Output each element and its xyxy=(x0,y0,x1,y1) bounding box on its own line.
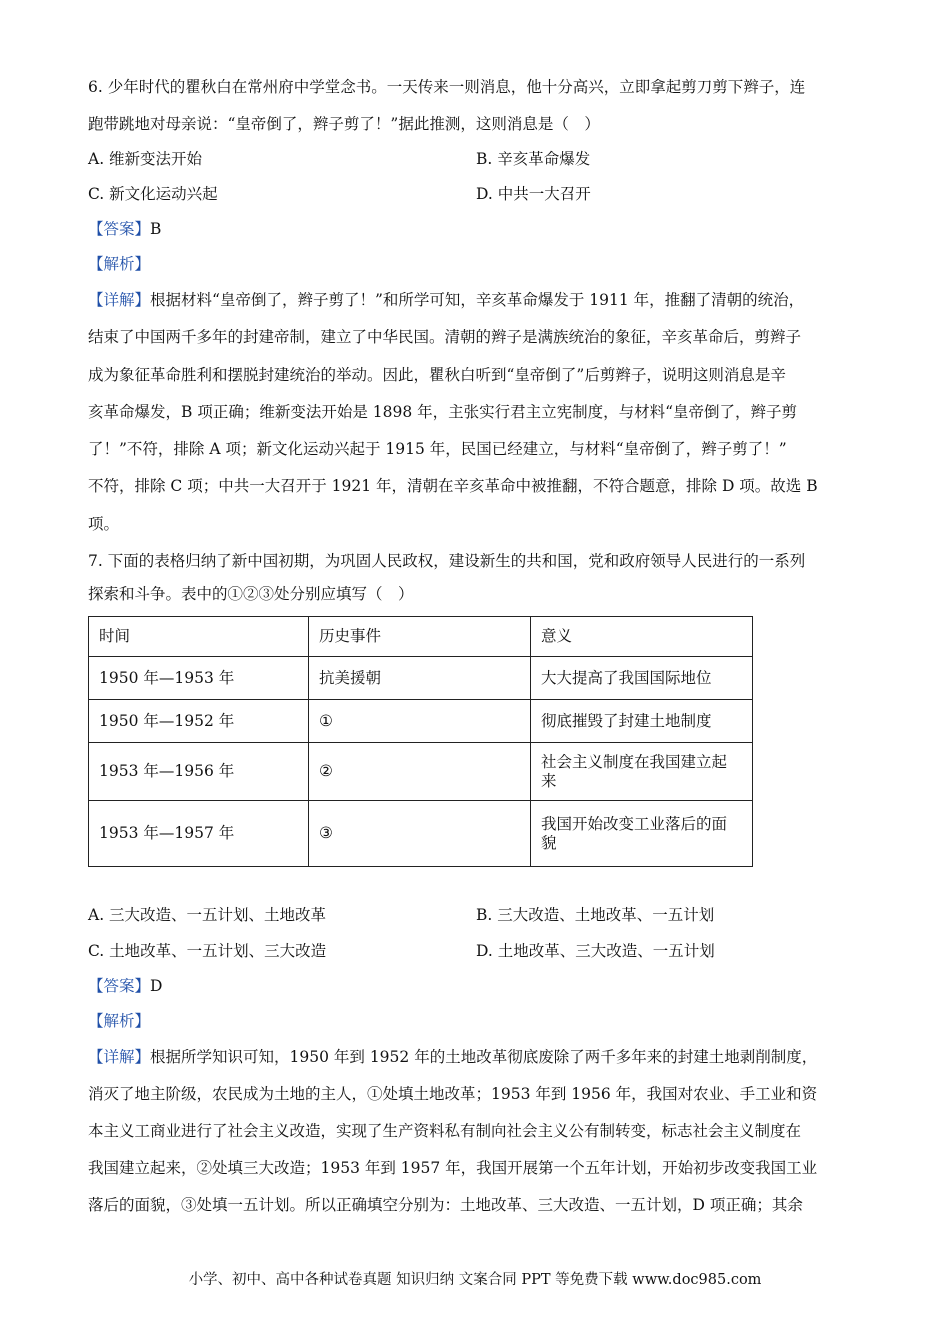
cell-time: 1950 年—1953 年 xyxy=(89,657,309,700)
q6-analysis-label: 【解析】 xyxy=(88,255,151,273)
q6-stem-line-1: 6. 少年时代的瞿秋白在常州府中学堂念书。一天传来一则消息，他十分高兴，立即拿起剪刀剪下辫子，连 xyxy=(88,78,806,96)
q7-option-b: B. 三大改造、土地改革、一五计划 xyxy=(476,906,715,924)
q6-detail-line-1 xyxy=(88,290,804,310)
q7-answer xyxy=(88,976,162,996)
q6-detail-line-4: 亥革命爆发，B 项正确；维新变法开始是 1898 年，主张实行君主立宪制度，与材料“皇帝倒了，辫子剪 xyxy=(88,403,798,421)
q6-option-d: D. 中共一大召开 xyxy=(476,185,591,203)
q6-option-c: C. 新文化运动兴起 xyxy=(88,185,218,203)
q7-detail-line-2: 消灭了地主阶级，农民成为土地的主人，①处填土地改革；1953 年到 1956 年，我国对农业、手工业和资 xyxy=(88,1085,818,1103)
q7-detail-line-1 xyxy=(88,1047,817,1067)
q6-detail-line-3: 成为象征革命胜利和摆脱封建统治的举动。因此，瞿秋白听到“皇帝倒了”后剪辫子，说明这则消息是辛 xyxy=(88,366,786,384)
cell-significance: 我国开始改变工业落后的面貌 xyxy=(531,801,753,867)
detail-label: 【详解】 xyxy=(88,1048,151,1066)
cell-time: 1953 年—1956 年 xyxy=(89,743,309,801)
answer-value: D xyxy=(150,977,163,995)
q6-answer xyxy=(88,219,161,239)
q7-stem-line-2: 探索和斗争。表中的①②③处分别应填写（ ） xyxy=(88,585,414,603)
answer-label: 【答案】 xyxy=(88,220,151,238)
page-footer: 小学、初中、高中各种试卷真题 知识归纳 文案合同 PPT 等免费下载 www.doc985.com xyxy=(188,1272,762,1288)
cell-significance: 社会主义制度在我国建立起来 xyxy=(531,743,753,801)
answer-label: 【答案】 xyxy=(88,977,151,995)
cell-time: 1950 年—1952 年 xyxy=(89,700,309,743)
q7-detail-line-5: 落后的面貌，③处填一五计划。所以正确填空分别为：土地改革、三大改造、一五计划，D 项正确；其余 xyxy=(88,1196,803,1214)
cell-event: 抗美援朝 xyxy=(309,657,531,700)
q7-option-a: A. 三大改造、一五计划、土地改革 xyxy=(88,906,327,924)
detail-label: 【详解】 xyxy=(88,291,151,309)
table-row xyxy=(89,657,753,700)
q6-option-a: A. 维新变法开始 xyxy=(88,150,203,168)
cell-event: ② xyxy=(309,743,531,801)
q6-option-b: B. 辛亥革命爆发 xyxy=(476,150,591,168)
answer-value: B xyxy=(150,220,162,238)
cell-time: 1953 年—1957 年 xyxy=(89,801,309,867)
header-event: 历史事件 xyxy=(309,617,531,657)
cell-significance: 大大提高了我国国际地位 xyxy=(531,657,753,700)
table-row xyxy=(89,700,753,743)
q6-stem-line-2: 跑带跳地对母亲说：“皇帝倒了，辫子剪了！”据此推测，这则消息是（ ） xyxy=(88,115,600,133)
events-table xyxy=(88,616,753,867)
cell-event: ① xyxy=(309,700,531,743)
q6-detail-line-6: 不符，排除 C 项；中共一大召开于 1921 年，清朝在辛亥革命中被推翻，不符合题意，排除 D 项。故选 B xyxy=(88,477,818,495)
q6-detail-line-7: 项。 xyxy=(88,515,120,533)
header-time: 时间 xyxy=(89,617,309,657)
table-row xyxy=(89,743,753,801)
detail-text: 根据所学知识可知，1950 年到 1952 年的土地改革彻底废除了两千多年来的封建土地剥削制度， xyxy=(150,1048,818,1066)
q7-detail-line-4: 我国建立起来，②处填三大改造；1953 年到 1957 年，我国开展第一个五年计划，开始初步改变我国工业 xyxy=(88,1159,818,1177)
q7-analysis-label: 【解析】 xyxy=(88,1012,151,1030)
q7-detail-line-3: 本主义工商业进行了社会主义改造，实现了生产资料私有制向社会主义公有制转变，标志社会主义制度在 xyxy=(88,1122,802,1140)
q7-option-d: D. 土地改革、三大改造、一五计划 xyxy=(476,942,715,960)
q7-option-c: C. 土地改革、一五计划、三大改造 xyxy=(88,942,327,960)
cell-significance: 彻底摧毁了封建土地制度 xyxy=(531,700,753,743)
table-row xyxy=(89,801,753,867)
q6-detail-line-5: 了！”不符，排除 A 项；新文化运动兴起于 1915 年，民国已经建立，与材料“皇帝倒了，辫子剪了！” xyxy=(88,440,787,458)
detail-text: 根据材料“皇帝倒了，辫子剪了！”和所学可知，辛亥革命爆发于 1911 年，推翻了清朝的统治， xyxy=(150,291,805,309)
table-header-row xyxy=(89,617,753,657)
q6-detail-line-2: 结束了中国两千多年的封建帝制，建立了中华民国。清朝的辫子是满族统治的象征，辛亥革命后，剪辫子 xyxy=(88,328,802,346)
header-significance: 意义 xyxy=(531,617,753,657)
cell-event: ③ xyxy=(309,801,531,867)
q7-stem-line-1: 7. 下面的表格归纳了新中国初期，为巩固人民政权，建设新生的共和国，党和政府领导人民进行的一系列 xyxy=(88,552,806,570)
